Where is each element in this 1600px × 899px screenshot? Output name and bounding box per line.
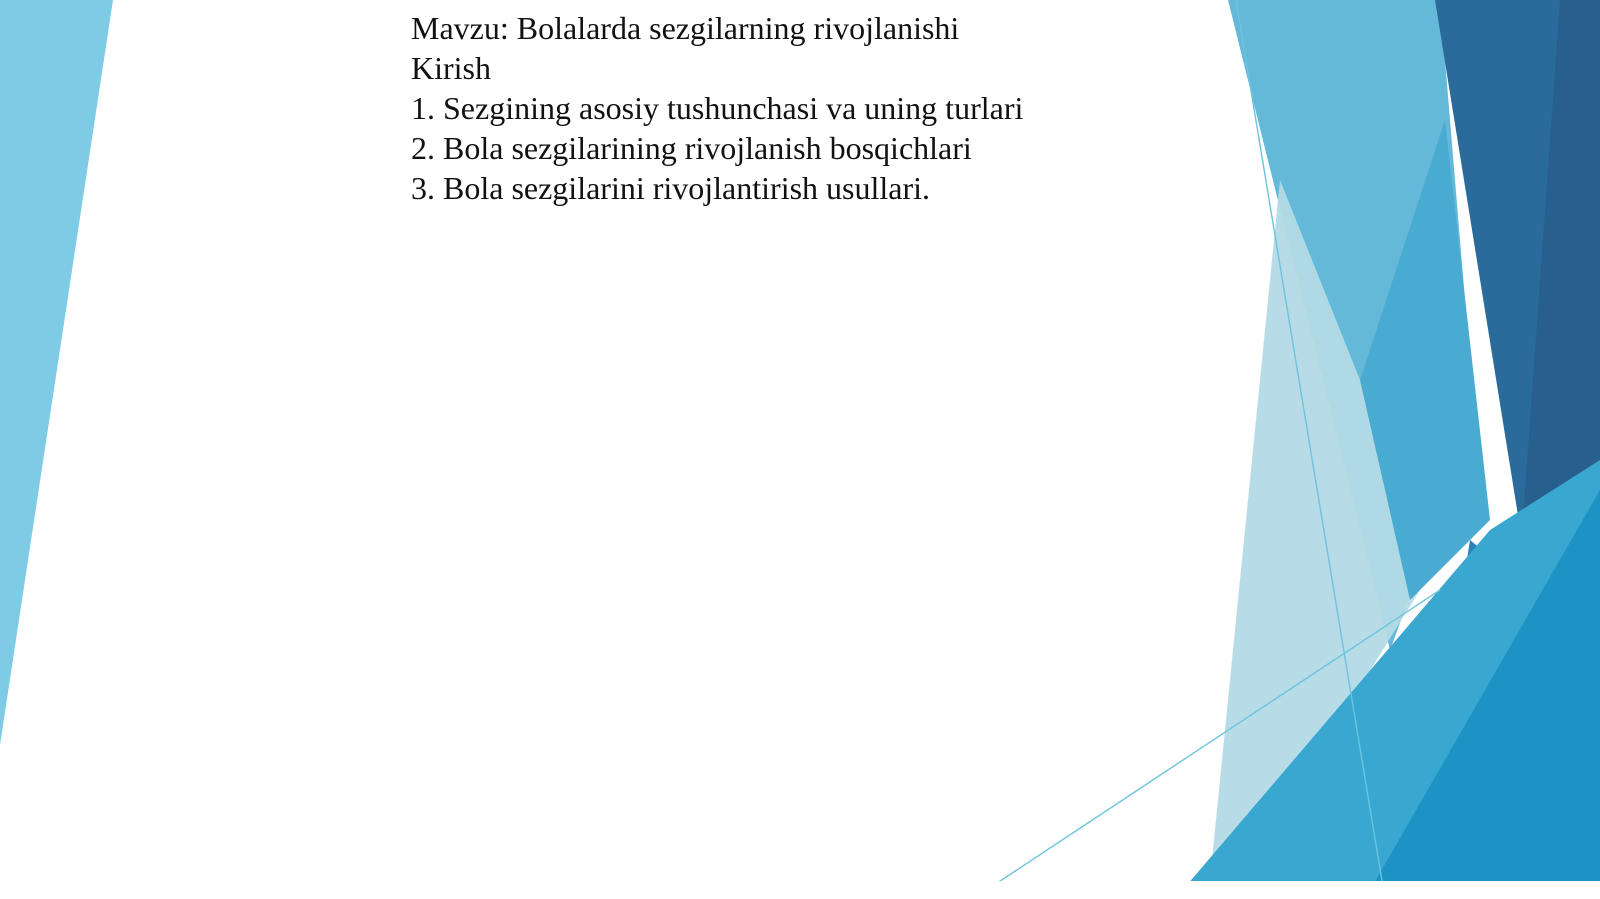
intro-heading: Kirish (411, 50, 491, 86)
slide-title: Mavzu: Bolalarda sezgilarning rivojlanishi (411, 10, 960, 46)
slide-bottom-band (0, 881, 1600, 899)
outline-item-1: 1. Sezgining asosiy tushunchasi va uning turlari (411, 90, 1024, 126)
outline-item-3: 3. Bola sezgilarini rivojlantirish usullari. (411, 170, 931, 206)
slide-text-block (411, 8, 1171, 208)
left-wedge-shape (0, 0, 113, 745)
outline-item-2: 2. Bola sezgilarining rivojlanish bosqichlari (411, 130, 972, 166)
